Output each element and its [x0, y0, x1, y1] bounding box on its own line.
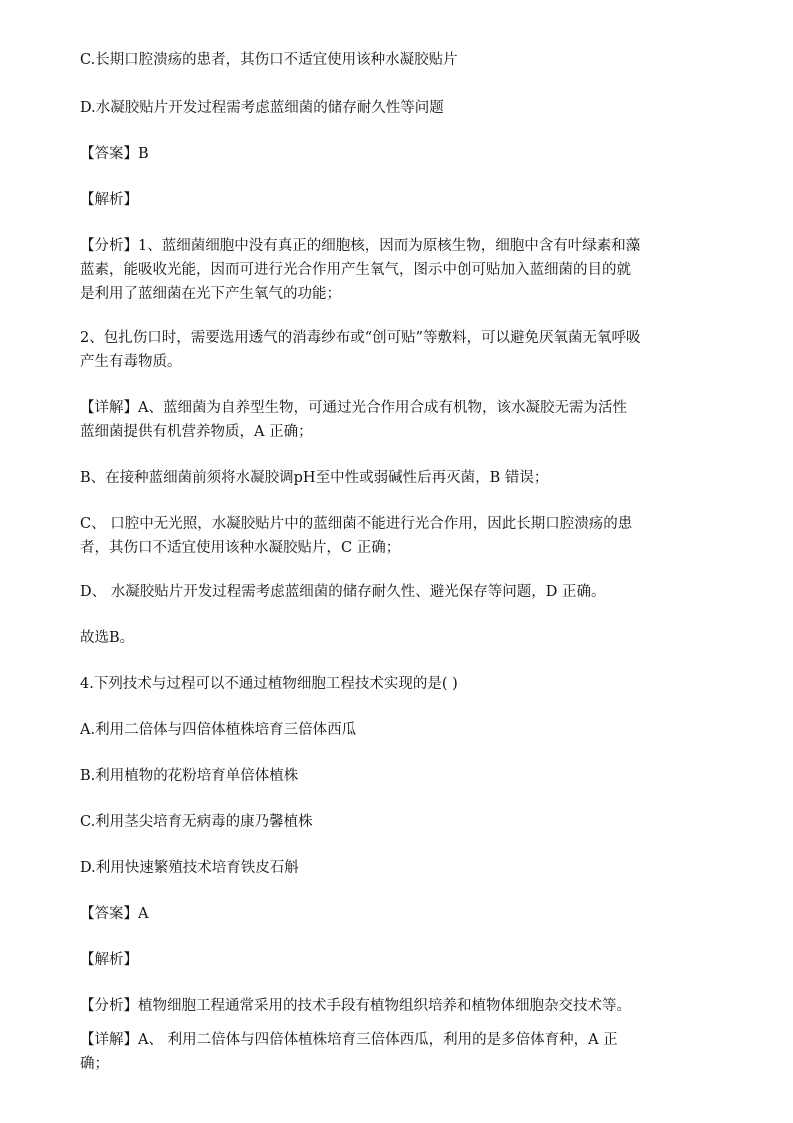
q3-detail-a-line: 【详解】A、蓝细菌为自养型生物，可通过光合作用合成有机物，该水凝胶无需为活性 — [80, 400, 627, 416]
q3-analysis-line: 是利用了蓝细菌在光下产生氧气的功能； — [80, 286, 341, 302]
q4-answer: 【答案】A — [80, 906, 149, 922]
q3-option-c: C.长期口腔溃疡的患者，其伤口不适宜使用该种水凝胶贴片 — [80, 52, 458, 68]
q3-detail-c-line: C、 口腔中无光照，水凝胶贴片中的蓝细菌不能进行光合作用，因此长期口腔溃疡的患 — [80, 516, 633, 532]
q3-detail-d: D、 水凝胶贴片开发过程需考虑蓝细菌的储存耐久性、避光保存等问题，D 正确。 — [80, 584, 606, 600]
q4-option-b: B.利用植物的花粉培育单倍体植株 — [80, 768, 299, 784]
q4-analysis-heading: 【解析】 — [80, 952, 138, 968]
q3-analysis-paragraph — [80, 234, 710, 306]
q3-analysis-line: 【分析】1、蓝细菌细胞中没有真正的细胞核，因而为原核生物，细胞中含有叶绿素和藻 — [80, 238, 641, 254]
q4-option-d: D.利用快速繁殖技术培育铁皮石斛 — [80, 860, 299, 876]
q3-conclusion: 故选B。 — [80, 630, 135, 646]
q3-point2-paragraph — [80, 326, 710, 374]
q3-point2-line: 2、包扎伤口时，需要选用透气的消毒纱布或“创可贴”等敷料，可以避免厌氧菌无氧呼吸 — [80, 330, 641, 346]
q4-option-c: C.利用茎尖培育无病毒的康乃馨植株 — [80, 814, 313, 830]
q4-detail-a-line: 【详解】A、 利用二倍体与四倍体植株培育三倍体西瓜，利用的是多倍体育种，A 正 — [80, 1032, 618, 1048]
q4-stem: 4.下列技术与过程可以不通过植物细胞工程技术实现的是( ) — [80, 676, 458, 692]
q3-analysis-heading: 【解析】 — [80, 192, 138, 208]
q3-detail-c-line: 者，其伤口不适宜使用该种水凝胶贴片，C 正确； — [80, 540, 401, 556]
q3-detail-a-line: 蓝细菌提供有机营养物质，A 正确； — [80, 424, 313, 440]
q4-detail-a-paragraph — [80, 1028, 710, 1076]
q3-detail-b: B、在接种蓝细菌前须将水凝胶调pH至中性或弱碱性后再灭菌，B 错误； — [80, 470, 549, 486]
q4-detail-a-line: 确； — [80, 1056, 109, 1072]
q3-option-d: D.水凝胶贴片开发过程需考虑蓝细菌的储存耐久性等问题 — [80, 100, 444, 116]
q3-analysis-line: 蓝素，能吸收光能，因而可进行光合作用产生氧气，图示中创可贴加入蓝细菌的目的就 — [80, 262, 631, 278]
q3-detail-a-paragraph — [80, 396, 710, 444]
q3-point2-line: 产生有毒物质。 — [80, 354, 182, 370]
q3-detail-c-paragraph — [80, 512, 710, 560]
q4-analysis: 【分析】植物细胞工程通常采用的技术手段有植物组织培养和植物体细胞杂交技术等。 — [80, 998, 631, 1014]
q3-answer: 【答案】B — [80, 146, 149, 162]
q4-option-a: A.利用二倍体与四倍体植株培育三倍体西瓜 — [80, 722, 357, 738]
